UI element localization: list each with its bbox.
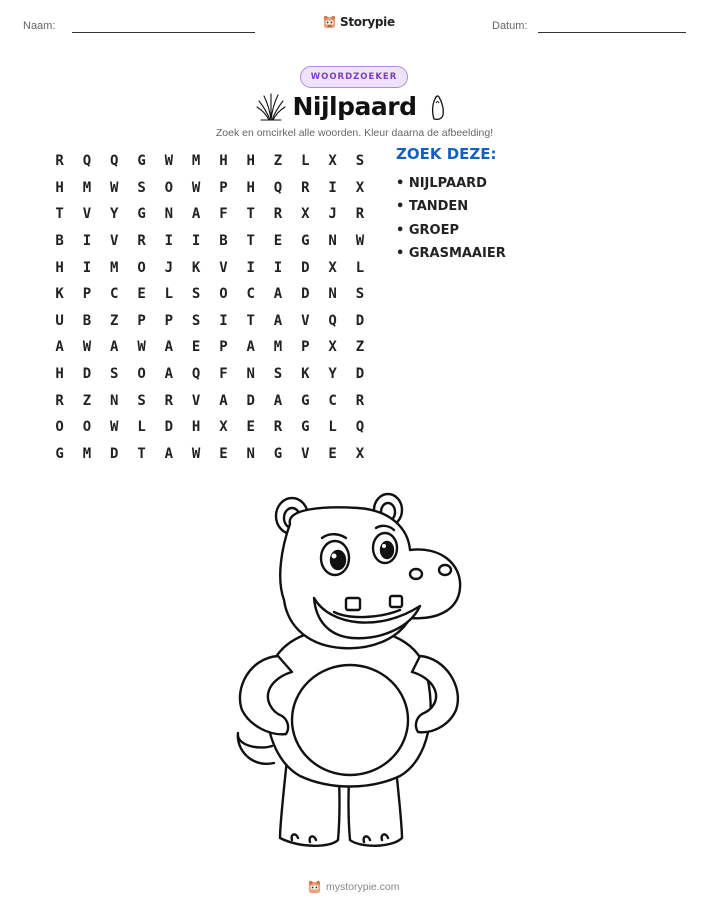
brand-name: Storypie [340, 14, 395, 29]
word-item: • GROEP [396, 222, 459, 238]
grid-letter[interactable]: I [328, 179, 337, 196]
grid-letter[interactable]: J [164, 259, 174, 276]
grid-letter[interactable]: I [219, 312, 228, 329]
footer [307, 879, 400, 894]
grid-letter[interactable]: V [191, 392, 201, 409]
grid-letter[interactable]: I [246, 259, 255, 276]
grid-letter[interactable]: Q [328, 312, 337, 329]
grid-letter[interactable]: R [55, 153, 64, 170]
grid-letter[interactable]: K [301, 366, 310, 383]
date-label: Datum: [492, 20, 528, 32]
grid-letter[interactable]: A [110, 339, 119, 356]
grid-letter[interactable]: P [219, 339, 228, 356]
grid-letter[interactable]: H [246, 179, 255, 196]
grid-letter[interactable]: O [137, 366, 146, 383]
grid-letter[interactable]: T [137, 445, 146, 462]
grid-letter[interactable]: K [191, 259, 201, 276]
grid-letter[interactable]: V [110, 233, 119, 250]
grid-letter[interactable]: O [219, 286, 228, 303]
letter-grid [46, 148, 374, 467]
grid-letter[interactable]: M [82, 445, 92, 462]
grid-letter[interactable]: B [82, 312, 92, 329]
grid-letter[interactable]: L [137, 419, 146, 436]
grid-letter[interactable]: W [82, 339, 92, 356]
grid-letter[interactable]: E [219, 445, 228, 462]
grid-letter[interactable]: G [301, 392, 310, 409]
grid-letter[interactable]: F [219, 366, 228, 383]
grid-letter[interactable]: G [55, 445, 64, 462]
grid-letter[interactable]: A [273, 286, 283, 303]
date-line[interactable] [538, 32, 686, 33]
grid-letter[interactable]: G [301, 419, 310, 436]
grid-letter[interactable]: H [219, 153, 228, 170]
grid-letter[interactable]: L [355, 259, 365, 276]
grid-letter[interactable]: L [301, 153, 310, 170]
word-item: • NIJLPAARD [396, 176, 487, 192]
grid-letter[interactable]: S [273, 366, 283, 383]
grid-letter[interactable]: O [55, 419, 64, 436]
grid-letter[interactable]: E [191, 339, 201, 356]
grid-letter[interactable]: S [355, 286, 365, 303]
grid-letter[interactable]: D [301, 286, 310, 303]
grid-letter[interactable]: H [55, 259, 64, 276]
grid-letter[interactable]: S [355, 153, 365, 170]
grid-letter[interactable]: W [110, 419, 119, 436]
grid-letter[interactable]: N [164, 206, 174, 223]
grid-letter[interactable]: W [191, 445, 201, 462]
grid-letter[interactable]: S [110, 366, 119, 383]
grid-letter[interactable]: G [273, 445, 283, 462]
grid-letter[interactable]: T [246, 206, 255, 223]
grid-letter[interactable]: E [137, 286, 146, 303]
grid-letter[interactable]: Z [82, 392, 92, 409]
grid-letter[interactable]: Q [110, 153, 119, 170]
grid-letter[interactable]: T [246, 312, 255, 329]
word-list-title: ZOEK DEZE: [396, 145, 497, 163]
grid-letter[interactable]: H [246, 153, 255, 170]
grid-letter[interactable]: S [137, 392, 146, 409]
grid-letter[interactable]: L [164, 286, 174, 303]
grid-letter[interactable]: Z [355, 339, 365, 356]
grid-row [46, 281, 374, 308]
brand-logo [322, 14, 395, 29]
grid-letter[interactable]: G [137, 206, 146, 223]
grid-row [46, 361, 374, 388]
grid-letter[interactable]: S [191, 312, 201, 329]
grid-letter[interactable]: D [164, 419, 174, 436]
grid-letter[interactable]: A [219, 392, 228, 409]
grid-letter[interactable]: W [355, 233, 365, 250]
grid-letter[interactable]: R [355, 206, 365, 223]
grid-letter[interactable]: A [246, 339, 255, 356]
grid-letter[interactable]: P [82, 286, 92, 303]
grid-letter[interactable]: L [328, 419, 337, 436]
grid-letter[interactable]: W [137, 339, 146, 356]
grid-letter[interactable]: X [301, 206, 310, 223]
grid-row [46, 228, 374, 255]
word-item: • TANDEN [396, 199, 469, 215]
grid-letter[interactable]: N [246, 366, 255, 383]
grid-letter[interactable]: M [273, 339, 283, 356]
grid-letter[interactable]: E [273, 233, 283, 250]
grid-letter[interactable]: U [55, 312, 64, 329]
grid-letter[interactable]: N [246, 445, 255, 462]
grid-letter[interactable]: X [219, 419, 228, 436]
grid-letter[interactable]: P [137, 312, 146, 329]
grid-letter[interactable]: P [219, 179, 228, 196]
grid-letter[interactable]: E [328, 445, 337, 462]
grid-letter[interactable]: X [355, 445, 365, 462]
grid-letter[interactable]: X [355, 179, 365, 196]
grid-letter[interactable]: B [219, 233, 228, 250]
grid-letter[interactable]: D [355, 366, 365, 383]
grid-letter[interactable]: C [110, 286, 119, 303]
grid-letter[interactable]: A [273, 312, 283, 329]
grid-letter[interactable]: O [164, 179, 174, 196]
grid-letter[interactable]: I [82, 259, 92, 276]
grid-letter[interactable]: O [137, 259, 146, 276]
grid-letter[interactable]: W [191, 179, 201, 196]
grid-letter[interactable]: T [246, 233, 255, 250]
grid-letter[interactable]: Q [82, 153, 92, 170]
instructions: Zoek en omcirkel alle woorden. Kleur daarna de afbeelding! [215, 127, 494, 139]
grid-letter[interactable]: I [273, 259, 283, 276]
grid-letter[interactable]: V [219, 259, 228, 276]
grid-letter[interactable]: C [328, 392, 337, 409]
grid-letter[interactable]: T [55, 206, 64, 223]
grid-letter[interactable]: H [55, 366, 64, 383]
grid-row [46, 387, 374, 414]
grid-letter[interactable]: C [246, 286, 255, 303]
grid-row [46, 254, 374, 281]
grid-letter[interactable]: P [164, 312, 174, 329]
grid-letter[interactable]: I [82, 233, 92, 250]
grid-letter[interactable]: O [82, 419, 92, 436]
grid-letter[interactable]: S [137, 179, 146, 196]
grid-letter[interactable]: N [328, 286, 337, 303]
grid-letter[interactable]: Z [273, 153, 283, 170]
grid-letter[interactable]: R [137, 233, 146, 250]
grid-letter[interactable]: A [164, 366, 174, 383]
grid-letter[interactable]: Z [110, 312, 119, 329]
grid-letter[interactable]: A [164, 445, 174, 462]
grid-letter[interactable]: V [82, 206, 92, 223]
grid-letter[interactable]: D [246, 392, 255, 409]
name-line[interactable] [72, 32, 255, 33]
grid-letter[interactable]: K [55, 286, 64, 303]
grid-letter[interactable]: M [110, 259, 119, 276]
grid-letter[interactable]: N [110, 392, 119, 409]
grid-letter[interactable]: R [164, 392, 174, 409]
storypie-logo-icon [322, 14, 337, 29]
grid-letter[interactable]: V [301, 312, 310, 329]
grid-letter[interactable]: P [301, 339, 310, 356]
grid-letter[interactable]: A [191, 206, 201, 223]
grid-letter[interactable]: H [191, 419, 201, 436]
grid-letter[interactable]: R [273, 206, 283, 223]
grid-letter[interactable]: A [273, 392, 283, 409]
grid-letter[interactable]: A [55, 339, 64, 356]
grid-letter[interactable]: M [191, 153, 201, 170]
grid-letter[interactable]: W [164, 153, 174, 170]
grid-row [46, 201, 374, 228]
tooth-icon [428, 93, 448, 121]
hippo-coloring-illustration[interactable] [230, 488, 475, 853]
grid-row [46, 441, 374, 468]
grid-letter[interactable]: A [164, 339, 174, 356]
grid-row [46, 175, 374, 202]
grid-letter[interactable]: S [191, 286, 201, 303]
grid-letter[interactable]: G [137, 153, 146, 170]
grid-letter[interactable]: R [55, 392, 64, 409]
grid-letter[interactable]: Y [110, 206, 119, 223]
grid-letter[interactable]: X [328, 259, 337, 276]
grid-letter[interactable]: G [301, 233, 310, 250]
grid-letter[interactable]: J [328, 206, 337, 223]
name-label: Naam: [23, 20, 56, 32]
grid-letter[interactable]: X [328, 153, 337, 170]
grid-letter[interactable]: D [82, 366, 92, 383]
page-title: Nijlpaard [292, 92, 417, 121]
word-item: • GRASMAAIER [396, 246, 506, 262]
grid-letter[interactable]: X [328, 339, 337, 356]
footer-url[interactable]: mystorypie.com [326, 880, 400, 893]
grid-letter[interactable]: W [110, 179, 119, 196]
grid-letter[interactable]: F [219, 206, 228, 223]
grid-row [46, 334, 374, 361]
grid-letter[interactable]: I [191, 233, 201, 250]
grid-letter[interactable]: R [273, 419, 283, 436]
grid-letter[interactable]: Q [191, 366, 201, 383]
grid-letter[interactable]: H [55, 179, 64, 196]
grid-row [46, 148, 374, 175]
grid-letter[interactable]: Q [355, 419, 365, 436]
category-badge: WOORDZOEKER [300, 66, 408, 88]
grid-letter[interactable]: I [164, 233, 174, 250]
grid-row [46, 308, 374, 335]
grid-letter[interactable]: D [355, 312, 365, 329]
word-list [396, 172, 506, 265]
grid-letter[interactable]: B [55, 233, 64, 250]
grid-letter[interactable]: Y [328, 366, 337, 383]
grid-letter[interactable]: R [355, 392, 365, 409]
storypie-logo-icon [307, 879, 322, 894]
grid-letter[interactable]: D [110, 445, 119, 462]
grid-letter[interactable]: Q [273, 179, 283, 196]
grid-letter[interactable]: M [82, 179, 92, 196]
grid-letter[interactable]: D [301, 259, 310, 276]
grid-letter[interactable]: R [301, 179, 310, 196]
grid-letter[interactable]: N [328, 233, 337, 250]
grid-row [46, 414, 374, 441]
grid-letter[interactable]: E [246, 419, 255, 436]
grid-letter[interactable]: V [301, 445, 310, 462]
